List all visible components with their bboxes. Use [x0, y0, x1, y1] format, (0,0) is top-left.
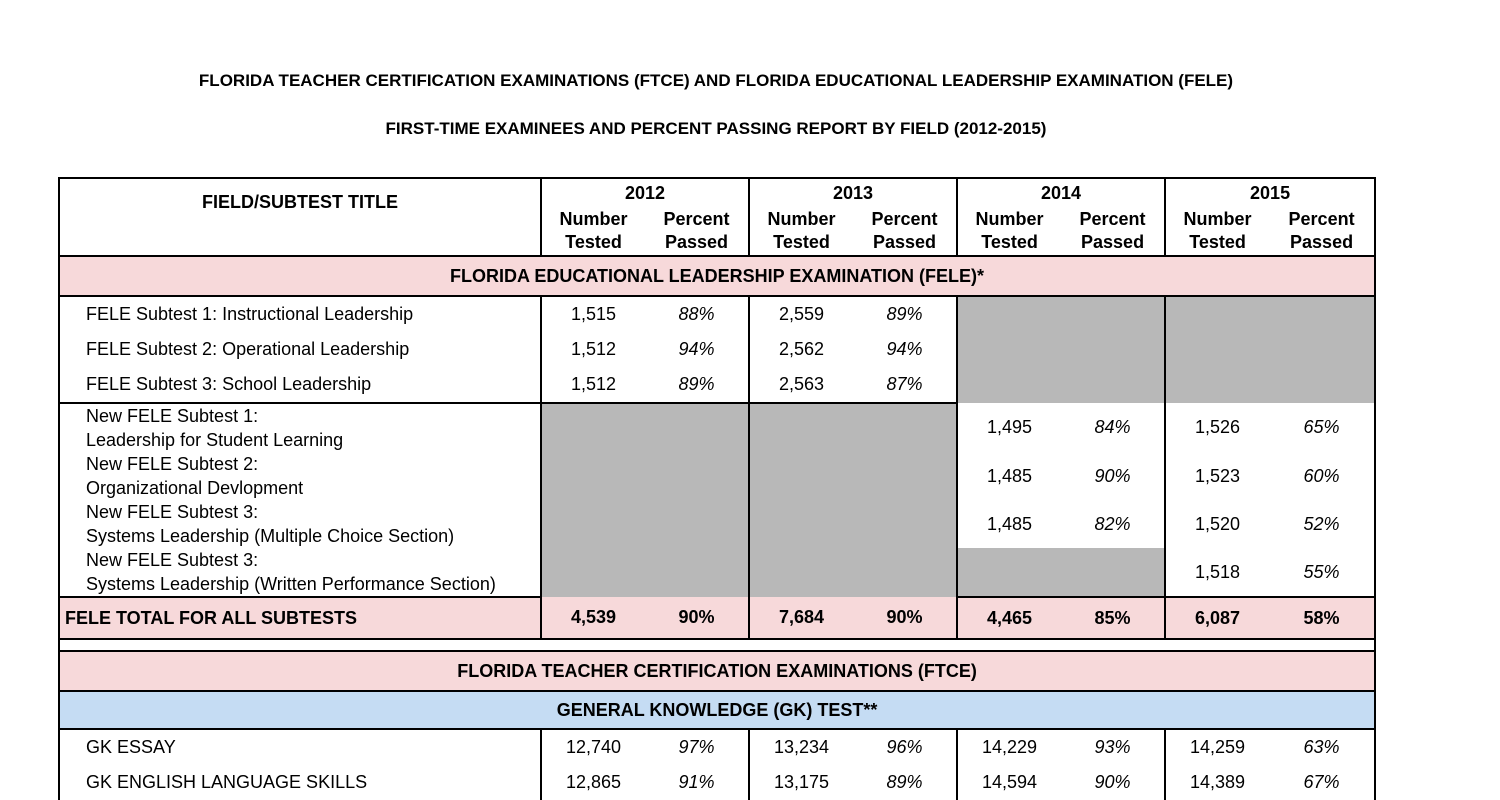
percent-passed-cell: 90%: [1061, 452, 1165, 500]
results-table: [58, 177, 1376, 800]
total-percent-passed: 85%: [1061, 597, 1165, 639]
ftce-section-header: FLORIDA TEACHER CERTIFICATION EXAMINATIONS (FTCE): [59, 651, 1375, 691]
percent-passed-header: Percent Passed: [645, 207, 749, 256]
number-tested-cell: 13,175: [773, 772, 830, 792]
table-row-label: GK ENGLISH LANGUAGE SKILLS: [59, 765, 541, 800]
percent-passed-cell: 97%: [645, 729, 749, 765]
divider: [59, 639, 1375, 651]
percent-passed-cell: 63%: [1269, 729, 1375, 765]
number-tested-header: Number Tested: [975, 209, 1044, 252]
row-label-line: Organizational Devlopment: [86, 478, 304, 498]
percent-passed-cell: 84%: [1061, 403, 1165, 452]
not-applicable-cell: [541, 403, 749, 597]
number-tested-cell: 1,495: [987, 417, 1033, 437]
total-percent-passed: 90%: [853, 597, 957, 639]
table-row-label: [59, 548, 541, 597]
number-tested-cell: 2,562: [778, 339, 825, 359]
number-tested-header: Number Tested: [767, 209, 836, 252]
percent-passed-header: Percent Passed: [1061, 207, 1165, 256]
year-header-2015: 2015: [1165, 178, 1375, 207]
percent-passed-cell: 89%: [645, 367, 749, 403]
number-tested-cell: 14,594: [982, 772, 1038, 792]
number-tested-cell: 2,559: [778, 304, 825, 324]
table-row-label: [59, 500, 541, 548]
percent-passed-cell: 60%: [1269, 452, 1375, 500]
percent-passed-header: Percent Passed: [853, 207, 957, 256]
percent-passed-cell: 94%: [853, 332, 957, 367]
not-applicable-cell: [749, 403, 957, 597]
number-tested-header: Number Tested: [1183, 209, 1252, 252]
row-label-line: New FELE Subtest 3:: [86, 502, 259, 522]
number-tested-cell: 14,229: [982, 737, 1038, 757]
gk-section-header: GENERAL KNOWLEDGE (GK) TEST**: [59, 691, 1375, 729]
fele-total-label: FELE TOTAL FOR ALL SUBTESTS: [59, 597, 541, 639]
percent-passed-cell: 96%: [853, 729, 957, 765]
total-percent-passed: 90%: [645, 597, 749, 639]
total-number-tested: 6,087: [1165, 597, 1269, 639]
number-tested-cell: 1,520: [1195, 513, 1241, 534]
number-tested-cell: 1,512: [541, 367, 645, 403]
report-subtitle: FIRST-TIME EXAMINEES AND PERCENT PASSING REPORT BY FIELD (2012-2015): [385, 119, 1047, 138]
row-label-line: Systems Leadership (Multiple Choice Section): [86, 526, 455, 546]
number-tested-cell: 1,526: [1195, 417, 1241, 437]
percent-passed-cell: 89%: [853, 765, 957, 800]
row-label-line: New FELE Subtest 1:: [86, 406, 259, 426]
percent-passed-cell: 82%: [1061, 500, 1165, 548]
percent-passed-cell: 91%: [645, 765, 749, 800]
row-label-line: New FELE Subtest 3:: [86, 550, 259, 570]
number-tested-cell: 14,259: [1190, 737, 1246, 757]
number-tested-header: Number Tested: [559, 209, 628, 252]
percent-passed-cell: 90%: [1061, 765, 1165, 800]
total-number-tested: 4,539: [541, 597, 645, 639]
number-tested-cell: 1,518: [1165, 548, 1269, 597]
not-applicable-cell: [1165, 296, 1375, 403]
percent-passed-cell: 88%: [645, 296, 749, 332]
number-tested-cell: 1,485: [987, 465, 1033, 486]
percent-passed-header: Percent Passed: [1269, 207, 1375, 256]
report-title: FLORIDA TEACHER CERTIFICATION EXAMINATIONS (FTCE) AND FLORIDA EDUCATIONAL LEADERSHIP EXAMINATION (FELE): [198, 71, 1234, 90]
number-tested-cell: 13,234: [773, 737, 830, 757]
year-header-2013: 2013: [749, 178, 957, 207]
number-tested-cell: 1,512: [570, 339, 617, 359]
percent-passed-cell: 89%: [853, 296, 957, 332]
table-row-label: GK ESSAY: [59, 729, 541, 765]
year-header-2014: 2014: [957, 178, 1165, 207]
not-applicable-cell: [957, 296, 1165, 403]
percent-passed-cell: 94%: [645, 332, 749, 367]
number-tested-cell: 12,865: [565, 772, 622, 792]
not-applicable-cell: [957, 548, 1165, 597]
table-row-label: [59, 403, 541, 452]
number-tested-cell: 14,389: [1190, 772, 1246, 792]
total-number-tested: 4,465: [957, 597, 1061, 639]
total-number-tested: 7,684: [749, 597, 853, 639]
percent-passed-cell: 55%: [1269, 548, 1375, 597]
row-label-line: Leadership for Student Learning: [86, 430, 344, 450]
number-tested-cell: 1,515: [570, 304, 617, 324]
number-tested-cell: 1,485: [987, 513, 1033, 534]
total-percent-passed: 58%: [1269, 597, 1375, 639]
number-tested-cell: 2,563: [749, 367, 853, 403]
field-title-header: FIELD/SUBTEST TITLE: [59, 178, 541, 256]
percent-passed-cell: 93%: [1061, 729, 1165, 765]
year-header-2012: 2012: [541, 178, 749, 207]
table-row-label: FELE Subtest 2: Operational Leadership: [59, 332, 541, 367]
row-label-line: New FELE Subtest 2:: [86, 454, 259, 474]
percent-passed-cell: 67%: [1269, 765, 1375, 800]
number-tested-cell: 12,740: [565, 737, 622, 757]
fele-section-header: FLORIDA EDUCATIONAL LEADERSHIP EXAMINATION (FELE)*: [59, 256, 1375, 296]
percent-passed-cell: 52%: [1269, 500, 1375, 548]
percent-passed-cell: 87%: [853, 367, 957, 403]
table-row-label: FELE Subtest 3: School Leadership: [59, 367, 541, 403]
row-label-line: Systems Leadership (Written Performance Section): [86, 574, 496, 594]
number-tested-cell: 1,523: [1195, 465, 1241, 486]
percent-passed-cell: 65%: [1269, 403, 1375, 452]
table-row-label: FELE Subtest 1: Instructional Leadership: [59, 296, 541, 332]
table-row-label: [59, 452, 541, 500]
